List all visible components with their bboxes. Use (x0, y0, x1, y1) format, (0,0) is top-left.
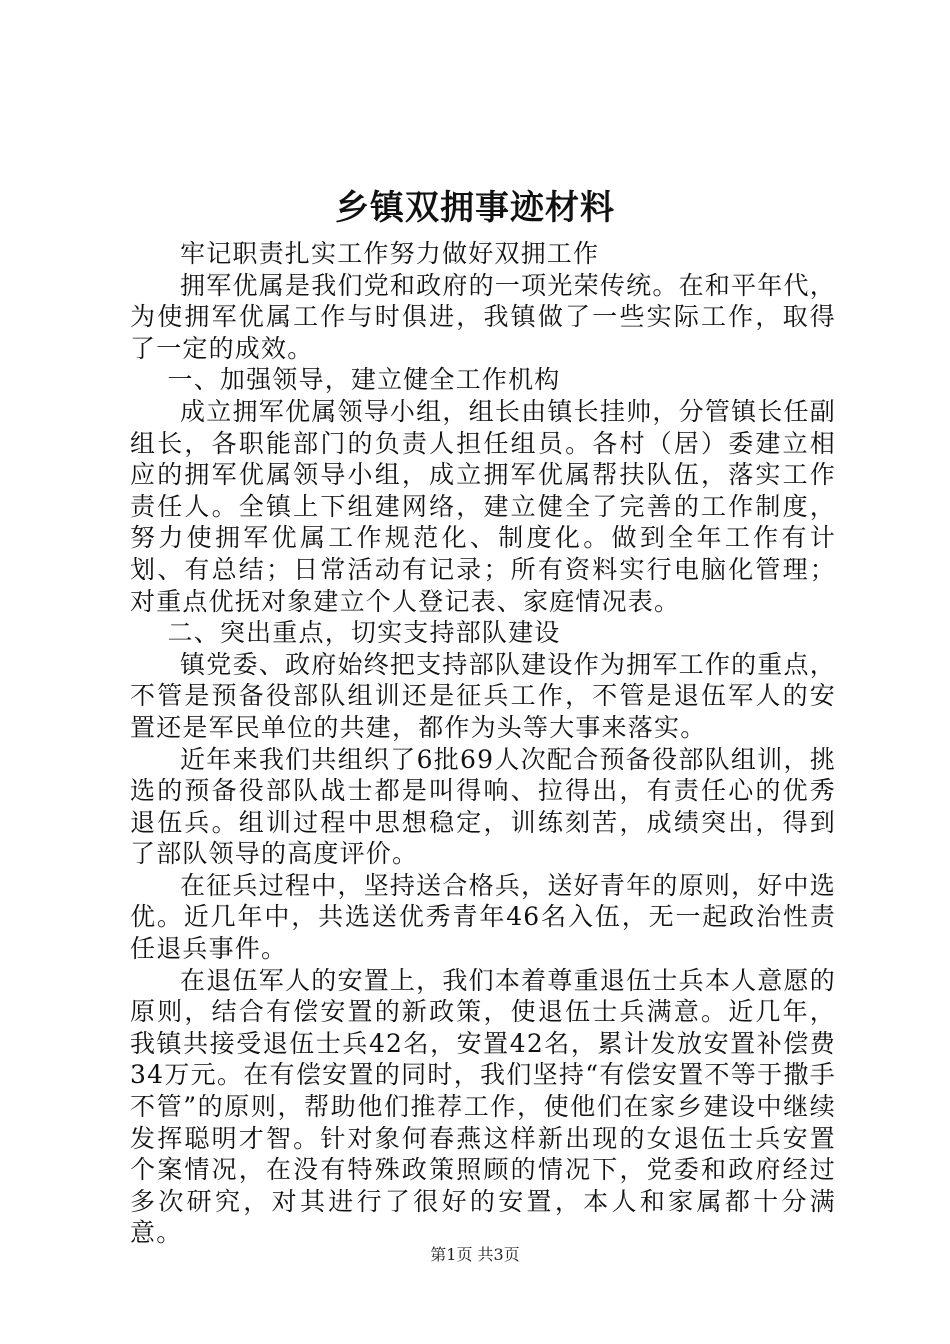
paragraph-training: 近年来我们共组织了6批69人次配合预备役部队组训，挑选的预备役部队战士都是叫得响、拉得出，有责任心的优秀退伍兵。组训过程中思想稳定，训练刻苦，成绩突出，得到了部队领导的高度评价。 (130, 744, 836, 869)
document-subtitle: 牢记职责扎实工作努力做好双拥工作 (180, 239, 600, 268)
document-body (130, 238, 836, 1249)
section-heading-1: 一、加强领导，建立健全工作机构 (167, 365, 561, 395)
paragraph-support: 镇党委、政府始终把支持部队建设作为拥军工作的重点，不管是预备役部队组训还是征兵工作，不管是退伍军人的安置还是军民单位的共建，都作为头等大事来落实。 (130, 649, 836, 742)
paragraph-intro: 拥军优属是我们党和政府的一项光荣传统。在和平年代，为使拥军优属工作与时俱进，我镇做了一些实际工作，取得了一定的成效。 (130, 270, 836, 363)
paragraph-leadership: 成立拥军优属领导小组，组长由镇长挂帅，分管镇长任副组长，各职能部门的负责人担任组员。各村（居）委建立相应的拥军优属领导小组，成立拥军优属帮扶队伍，落实工作责任人。全镇上下组建网络，建立健全了完善的工作制度，努力使拥军优属工作规范化、制度化。做到全年工作有计划、有总结；日常活动有记录；所有资料实行电脑化管理；对重点优抚对象建立个人登记表、家庭情况表。 (130, 396, 836, 616)
paragraph-resettlement: 在退伍军人的安置上，我们本着尊重退伍士兵本人意愿的原则，结合有偿安置的新政策，使退伍士兵满意。近几年，我镇共接受退伍士兵42名，安置42名，累计发放安置补偿费34万元。在有偿安置的同时，我们坚持“有偿安置不等于撒手不管”的原则，帮助他们推荐工作，使他们在家乡建设中继续发挥聪明才智。针对象何春燕这样新出现的女退伍士兵安置个案情况，在没有特殊政策照顾的情况下，党委和政府经过多次研究，对其进行了很好的安置，本人和家属都十分满意。 (130, 965, 836, 1248)
paragraph-conscription: 在征兵过程中，坚持送合格兵，送好青年的原则，好中选优。近几年中，共选送优秀青年46名入伍，无一起政治性责任退兵事件。 (130, 870, 836, 964)
section-heading-2: 二、突出重点，切实支持部队建设 (167, 618, 561, 648)
page-footer: 第1页 共3页 (430, 1245, 520, 1264)
document-title: 乡镇双拥事迹材料 (335, 188, 615, 228)
